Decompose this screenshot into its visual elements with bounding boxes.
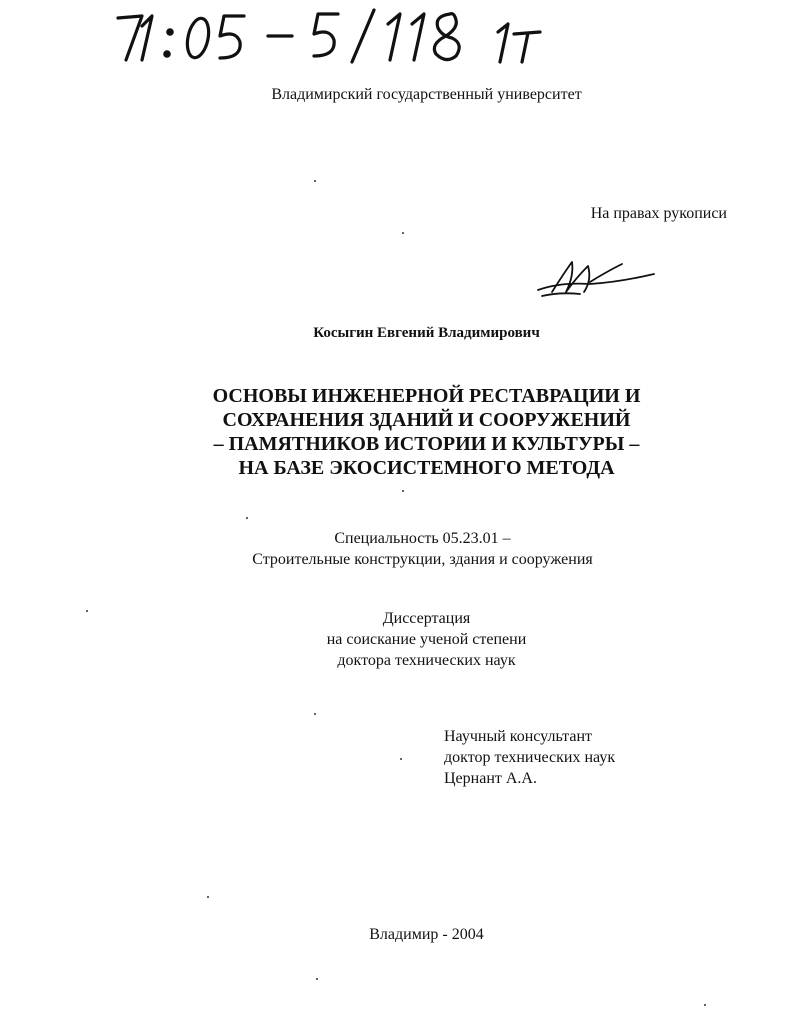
specialty-code: Специальность 05.23.01 – (334, 530, 511, 547)
dissertation-title (30, 384, 793, 480)
handwritten-catalog-code (112, 4, 572, 66)
title-line: – ПАМЯТНИКОВ ИСТОРИИ И КУЛЬТУРЫ – (213, 433, 640, 455)
dissertation-label: Диссертация (382, 610, 471, 627)
manuscript-rights-note: На правах рукописи (590, 205, 727, 222)
dissertation-degree-block (30, 608, 793, 671)
scan-speck (246, 517, 248, 519)
scan-speck (314, 180, 316, 182)
scientific-advisor-block (444, 726, 615, 789)
scan-speck (86, 610, 88, 612)
signature (530, 252, 660, 302)
scan-speck (704, 1004, 706, 1006)
scan-speck (402, 490, 404, 492)
title-line: СОХРАНЕНИЯ ЗДАНИЙ И СООРУЖЕНИЙ (222, 409, 631, 431)
title-line: ОСНОВЫ ИНЖЕНЕРНОЙ РЕСТАВРАЦИИ И (212, 385, 641, 407)
author-name: Косыгин Евгений Владимирович (313, 325, 540, 341)
advisor-name: Цернант А.А. (444, 770, 537, 787)
scan-speck (316, 978, 318, 980)
scan-speck (402, 232, 404, 234)
city-year: Владимир - 2004 (369, 926, 484, 943)
degree-name: доктора технических наук (337, 652, 516, 669)
scan-speck (314, 713, 316, 715)
scan-speck (207, 896, 209, 898)
degree-purpose: на соискание ученой степени (326, 631, 527, 648)
specialty-block (26, 528, 793, 570)
university-name: Владимирский государственный университет (271, 86, 582, 103)
title-line: НА БАЗЕ ЭКОСИСТЕМНОГО МЕТОДА (238, 457, 615, 479)
advisor-role: Научный консультант (444, 728, 592, 745)
specialty-name: Строительные конструкции, здания и сооружения (252, 551, 593, 568)
scan-speck (400, 758, 402, 760)
advisor-degree: доктор технических наук (444, 749, 616, 766)
